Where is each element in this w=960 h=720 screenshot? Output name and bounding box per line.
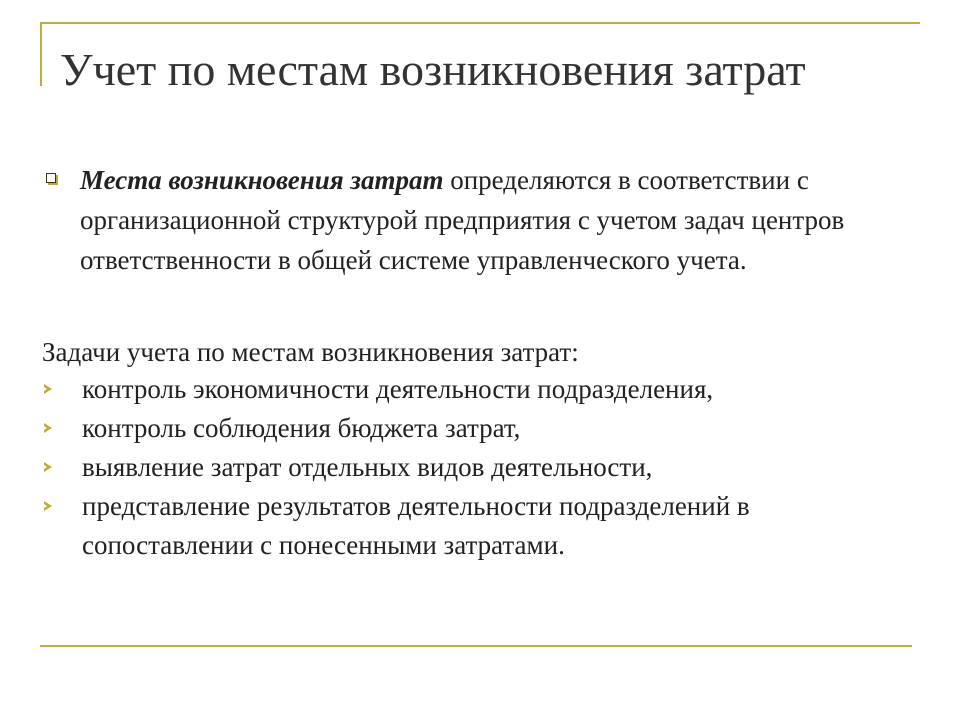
arrow-bullet-icon: [44, 384, 52, 394]
arrow-bullet-icon: [44, 423, 52, 433]
arrow-bullet-icon: [44, 462, 52, 472]
slide-title: Учет по местам возникновения затрат: [60, 44, 806, 95]
top-rule: [40, 22, 920, 24]
square-bullet-icon: [46, 173, 56, 183]
list-item: [42, 448, 912, 487]
list-item: [42, 487, 912, 565]
task-list: [42, 370, 912, 565]
list-item: [42, 370, 912, 409]
main-point-emphasis: Места возникновения затрат: [80, 165, 444, 195]
bottom-rule: [40, 645, 912, 647]
task-text: представление результатов деятельности подразделений в сопоставлении с понесенными затратами.: [82, 491, 750, 560]
list-item: [42, 409, 912, 448]
task-text: контроль соблюдения бюджета затрат,: [82, 413, 521, 443]
task-text: выявление затрат отдельных видов деятельности,: [82, 452, 653, 482]
main-point: [46, 160, 906, 280]
main-point-body: определяются в соответствии с организационной структурой предприятия с учетом задач центров ответственности в общей системе управленческого учета.: [80, 165, 845, 275]
main-point-text: [80, 160, 906, 280]
left-rule: [40, 22, 42, 86]
task-text: контроль экономичности деятельности подразделения,: [82, 374, 714, 404]
tasks-heading: Задачи учета по местам возникновения затрат:: [42, 337, 579, 367]
arrow-bullet-icon: [44, 501, 52, 511]
